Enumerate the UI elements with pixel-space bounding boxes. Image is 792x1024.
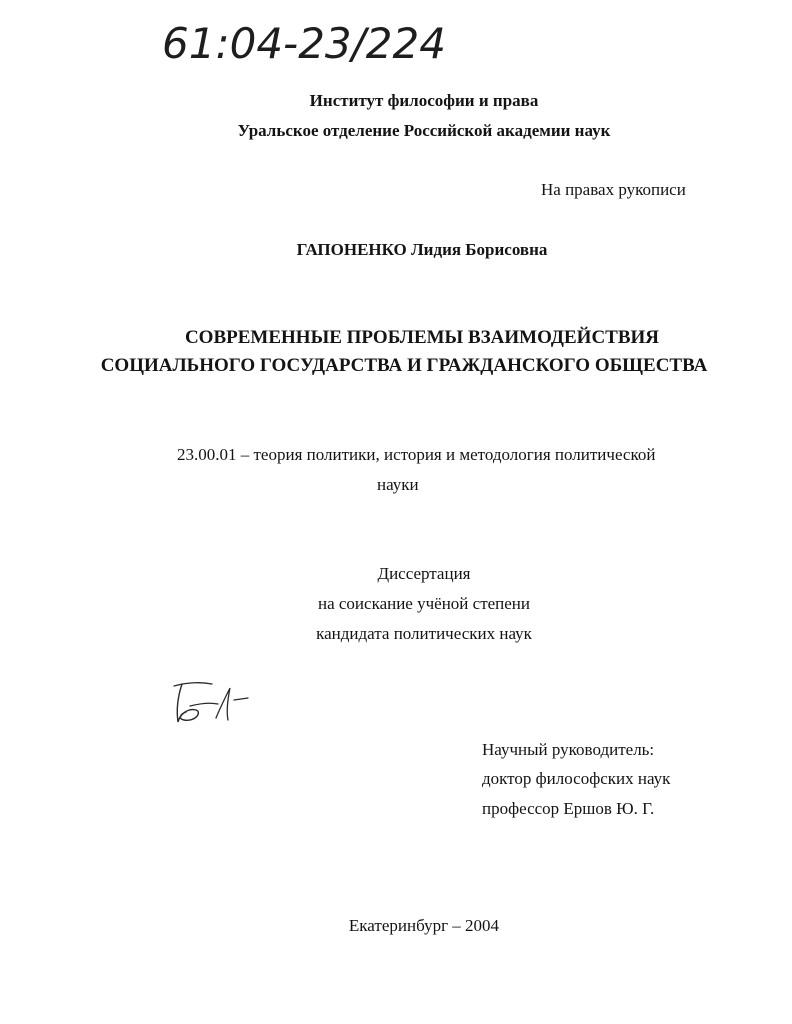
degree-line-1: на соискание учёной степени [317, 594, 531, 613]
rights-note: На правах рукописи [541, 180, 686, 199]
handwritten-archive-number [160, 6, 460, 78]
dissertation-title-line-1: СОВРЕМЕННЫЕ ПРОБЛЕМЫ ВЗАИМОДЕЙСТВИЯ [184, 327, 660, 348]
archive-number-text: 61:04-23/224 [162, 19, 446, 68]
dissertation-label: Диссертация [377, 564, 471, 583]
dissertation-title-line-2: СОЦИАЛЬНОГО ГОСУДАРСТВА И ГРАЖДАНСКОГО ОБЩЕСТВА [100, 355, 708, 376]
supervisor-label: Научный руководитель: [482, 740, 655, 759]
academy-name: Уральское отделение Российской академии наук [237, 121, 611, 140]
city-year: Екатеринбург – 2004 [348, 916, 500, 935]
specialty-code-line-1: 23.00.01 – теория политики, история и методология политической [177, 445, 656, 464]
institute-name: Институт философии и права [309, 91, 539, 110]
supervisor-name: профессор Ершов Ю. Г. [482, 799, 655, 818]
supervisor-degree: доктор философских наук [482, 769, 671, 788]
degree-line-2: кандидата политических наук [316, 624, 532, 643]
signature [168, 678, 256, 728]
specialty-code-line-2: науки [377, 475, 419, 494]
author-name: ГАПОНЕНКО Лидия Борисовна [296, 240, 548, 259]
